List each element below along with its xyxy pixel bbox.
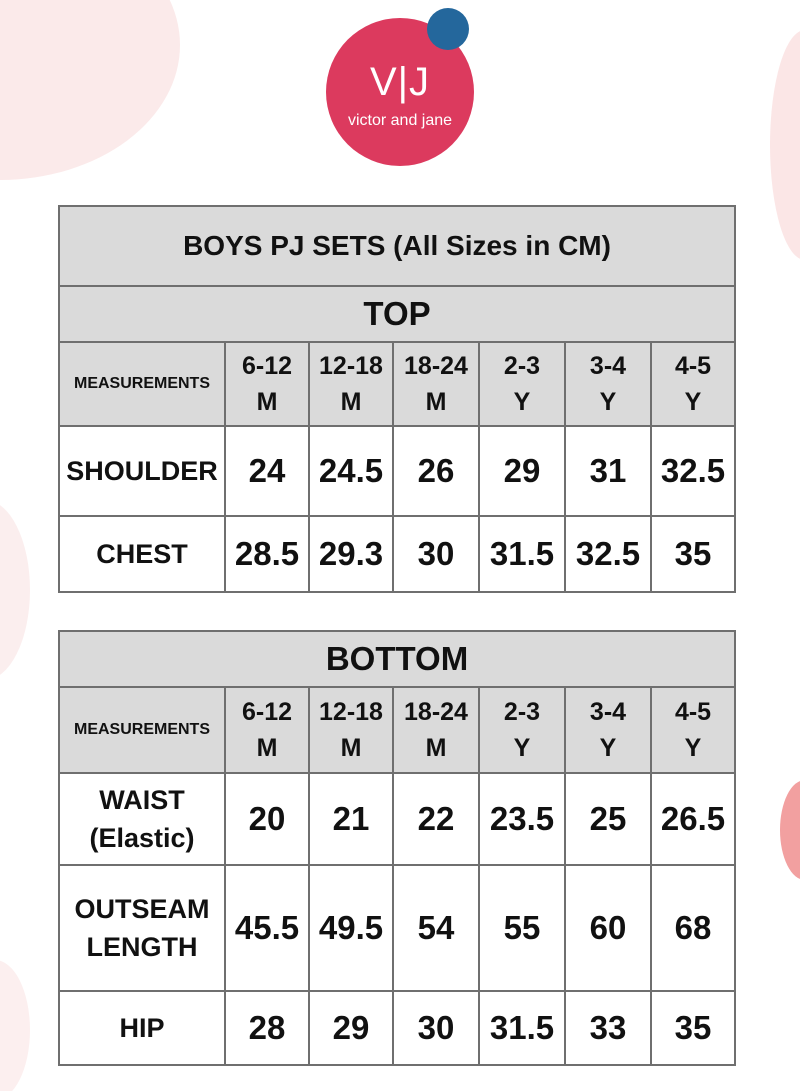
measurement-value: 31.5 bbox=[479, 991, 565, 1065]
measurement-value: 26 bbox=[393, 426, 479, 516]
size-unit: M bbox=[256, 734, 278, 762]
measurement-value: 28 bbox=[225, 991, 309, 1065]
size-header bbox=[393, 342, 479, 426]
measurement-value: 23.5 bbox=[479, 773, 565, 865]
size-header bbox=[565, 687, 651, 773]
measurement-value: 30 bbox=[393, 991, 479, 1065]
size-range: 2-3 bbox=[503, 698, 541, 726]
size-header bbox=[225, 687, 309, 773]
size-unit: Y bbox=[513, 734, 531, 762]
measurement-label-line: LENGTH bbox=[86, 932, 198, 962]
size-header bbox=[651, 342, 735, 426]
measurement-value: 31 bbox=[565, 426, 651, 516]
measurement-value: 60 bbox=[565, 865, 651, 991]
top-size-table bbox=[58, 205, 736, 593]
size-header bbox=[309, 342, 393, 426]
measurement-value: 22 bbox=[393, 773, 479, 865]
background-blob bbox=[780, 780, 800, 880]
measurement-label bbox=[59, 516, 225, 592]
size-range: 12-18 bbox=[319, 352, 383, 380]
size-unit: Y bbox=[513, 388, 531, 416]
measurement-label-line: SHOULDER bbox=[66, 456, 218, 486]
background-blob bbox=[0, 960, 30, 1091]
measurement-value: 35 bbox=[651, 516, 735, 592]
measurement-label-line: WAIST bbox=[99, 785, 185, 815]
measurement-value: 35 bbox=[651, 991, 735, 1065]
measurement-value: 54 bbox=[393, 865, 479, 991]
measurement-label bbox=[59, 991, 225, 1065]
measurement-value: 55 bbox=[479, 865, 565, 991]
logo-dot bbox=[427, 8, 469, 50]
measurement-value: 21 bbox=[309, 773, 393, 865]
measurement-row bbox=[59, 865, 735, 991]
measurement-value: 29 bbox=[479, 426, 565, 516]
measurement-label-line: CHEST bbox=[96, 539, 188, 569]
size-unit: M bbox=[425, 734, 447, 762]
size-range: 6-12 bbox=[241, 698, 293, 726]
measurement-value: 24.5 bbox=[309, 426, 393, 516]
size-unit: Y bbox=[684, 388, 702, 416]
measurement-row bbox=[59, 516, 735, 592]
measurement-value: 24 bbox=[225, 426, 309, 516]
size-range: 18-24 bbox=[404, 698, 468, 726]
measurement-label bbox=[59, 773, 225, 865]
measurement-value: 29.3 bbox=[309, 516, 393, 592]
size-range: 4-5 bbox=[674, 698, 712, 726]
measurement-label-line: HIP bbox=[119, 1013, 165, 1043]
background-blob bbox=[0, 500, 30, 680]
size-range: 3-4 bbox=[589, 352, 627, 380]
measurement-label bbox=[59, 426, 225, 516]
chart-title: BOYS PJ SETS (All Sizes in CM) bbox=[59, 206, 735, 286]
measurement-value: 45.5 bbox=[225, 865, 309, 991]
size-header bbox=[479, 342, 565, 426]
measurement-label-line: (Elastic) bbox=[89, 823, 195, 853]
size-range: 2-3 bbox=[503, 352, 541, 380]
measurement-value: 32.5 bbox=[651, 426, 735, 516]
size-unit: M bbox=[340, 734, 362, 762]
brand-name: victor and jane bbox=[347, 112, 453, 129]
measurement-value: 20 bbox=[225, 773, 309, 865]
measurement-row bbox=[59, 773, 735, 865]
measurement-value: 32.5 bbox=[565, 516, 651, 592]
section-heading-top: TOP bbox=[59, 286, 735, 342]
size-unit: Y bbox=[599, 388, 617, 416]
measurements-header: MEASUREMENTS bbox=[59, 342, 225, 426]
size-header bbox=[479, 687, 565, 773]
measurement-value: 49.5 bbox=[309, 865, 393, 991]
size-range: 6-12 bbox=[241, 352, 293, 380]
measurement-value: 33 bbox=[565, 991, 651, 1065]
size-range: 12-18 bbox=[319, 698, 383, 726]
size-unit: M bbox=[340, 388, 362, 416]
measurement-value: 30 bbox=[393, 516, 479, 592]
section-heading-bottom: BOTTOM bbox=[59, 631, 735, 687]
size-unit: M bbox=[425, 388, 447, 416]
size-header bbox=[393, 687, 479, 773]
size-unit: Y bbox=[599, 734, 617, 762]
measurements-header: MEASUREMENTS bbox=[59, 687, 225, 773]
measurement-value: 25 bbox=[565, 773, 651, 865]
measurement-value: 31.5 bbox=[479, 516, 565, 592]
measurement-value: 28.5 bbox=[225, 516, 309, 592]
background-blob bbox=[0, 0, 180, 180]
size-range: 18-24 bbox=[404, 352, 468, 380]
bottom-size-table bbox=[58, 630, 736, 1066]
measurement-row bbox=[59, 426, 735, 516]
background-blob bbox=[770, 30, 800, 260]
brand-mark: V|J bbox=[369, 60, 431, 104]
measurement-label-line: OUTSEAM bbox=[74, 894, 210, 924]
size-header bbox=[565, 342, 651, 426]
measurement-row bbox=[59, 991, 735, 1065]
size-header bbox=[651, 687, 735, 773]
size-unit: Y bbox=[684, 734, 702, 762]
measurement-value: 68 bbox=[651, 865, 735, 991]
size-header bbox=[309, 687, 393, 773]
size-range: 4-5 bbox=[674, 352, 712, 380]
measurement-label bbox=[59, 865, 225, 991]
measurement-value: 29 bbox=[309, 991, 393, 1065]
size-header bbox=[225, 342, 309, 426]
measurement-value: 26.5 bbox=[651, 773, 735, 865]
size-range: 3-4 bbox=[589, 698, 627, 726]
size-unit: M bbox=[256, 388, 278, 416]
